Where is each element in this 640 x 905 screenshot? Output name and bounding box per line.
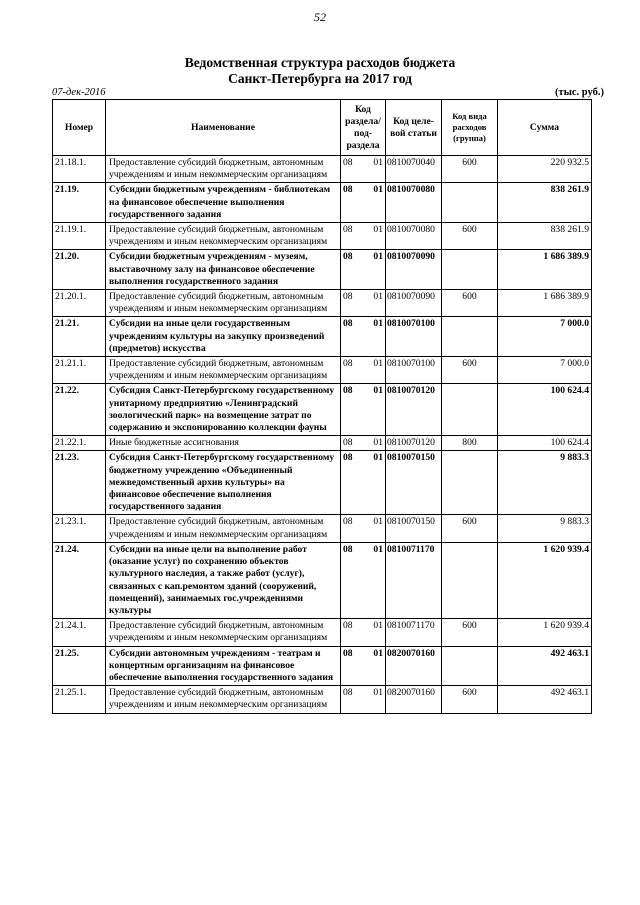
row-sum: 7 000.0 — [498, 317, 592, 357]
row-target-code: 0810070080 — [386, 223, 442, 250]
row-sum: 220 932.5 — [498, 156, 592, 183]
table-row — [53, 646, 592, 686]
row-target-code: 0810070120 — [386, 436, 442, 451]
row-sum: 100 624.4 — [498, 384, 592, 436]
row-number: 21.21.1. — [53, 357, 106, 384]
row-sum: 9 883.3 — [498, 515, 592, 542]
row-target-code: 0810070090 — [386, 250, 442, 290]
row-sum: 1 686 389.9 — [498, 290, 592, 317]
row-name: Субсидия Санкт-Петербургскому государственному бюджетному учреждению «Объединенный межведомственный архив культуры» на финансовое обеспечение выполнения государственного задания — [106, 451, 341, 515]
row-name: Предоставление субсидий бюджетным, автономным учреждениям и иным некоммерческим организациям — [106, 357, 341, 384]
row-name: Субсидия Санкт-Петербургскому государственному унитарному предприятию «Ленинградский зоологический парк» на возмещение затрат по содержанию и экспонированию коллекции фауны — [106, 384, 341, 436]
row-subsection-code: 01 — [373, 251, 383, 263]
table-row — [53, 686, 592, 713]
table-row — [53, 436, 592, 451]
row-number: 21.24.1. — [53, 619, 106, 646]
page-number: 52 — [314, 10, 326, 24]
row-sum: 9 883.3 — [498, 451, 592, 515]
row-expense-kind: 600 — [442, 357, 498, 384]
row-section — [341, 223, 386, 250]
row-subsection-code: 01 — [373, 291, 383, 303]
table-row — [53, 183, 592, 223]
row-target-code: 0810070040 — [386, 156, 442, 183]
row-expense-kind — [442, 183, 498, 223]
row-name: Иные бюджетные ассигнования — [106, 436, 341, 451]
row-sum: 838 261.9 — [498, 223, 592, 250]
row-subsection-code: 01 — [373, 157, 383, 168]
table-row — [53, 384, 592, 436]
row-section — [341, 436, 386, 451]
row-subsection-code: 01 — [373, 620, 383, 632]
row-expense-kind: 600 — [442, 515, 498, 542]
title-line-1: Ведомственная структура расходов бюджета — [184, 55, 456, 70]
row-number: 21.23.1. — [53, 515, 106, 542]
row-expense-kind — [442, 451, 498, 515]
row-section-code: 08 — [343, 318, 353, 330]
row-section — [341, 542, 386, 618]
row-name: Предоставление субсидий бюджетным, автономным учреждениям и иным некоммерческим организациям — [106, 223, 341, 250]
row-section-code: 08 — [343, 157, 353, 168]
row-target-code: 0810070080 — [386, 183, 442, 223]
document-title — [0, 55, 640, 87]
row-number: 21.22.1. — [53, 436, 106, 451]
row-expense-kind — [442, 542, 498, 618]
row-section — [341, 357, 386, 384]
row-name: Предоставление субсидий бюджетным, автономным учреждениям и иным некоммерческим организациям — [106, 156, 341, 183]
row-section-code: 08 — [343, 543, 353, 555]
header-sum: Сумма — [498, 100, 592, 156]
row-section-code: 08 — [343, 224, 353, 236]
row-expense-kind: 800 — [442, 436, 498, 451]
row-sum: 1 620 939.4 — [498, 542, 592, 618]
row-target-code: 0810071170 — [386, 542, 442, 618]
header-kind: Код вида расходов (группа) — [442, 100, 498, 156]
row-sum: 7 000.0 — [498, 357, 592, 384]
row-expense-kind: 600 — [442, 156, 498, 183]
row-section — [341, 317, 386, 357]
row-subsection-code: 01 — [373, 224, 383, 236]
row-subsection-code: 01 — [373, 516, 383, 528]
units-label: (тыс. руб.) — [555, 87, 604, 98]
row-number: 21.20. — [53, 250, 106, 290]
title-line-2: Санкт-Петербурга на 2017 год — [228, 71, 412, 86]
row-section — [341, 183, 386, 223]
row-number: 21.25.1. — [53, 686, 106, 713]
row-number: 21.22. — [53, 384, 106, 436]
row-name: Субсидии автономным учреждениям - театрам и концертным организациям на финансовое обеспечение выполнения государственного задания — [106, 646, 341, 686]
table-row — [53, 542, 592, 618]
row-section — [341, 619, 386, 646]
row-sum: 1 686 389.9 — [498, 250, 592, 290]
table-row — [53, 290, 592, 317]
row-name: Субсидии бюджетным учреждениям - музеям, выставочному залу на финансовое обеспечение выполнения государственного задания — [106, 250, 341, 290]
row-target-code: 0810071170 — [386, 619, 442, 646]
row-name: Субсидии бюджетным учреждениям - библиотекам на финансовое обеспечение выполнения государственного задания — [106, 183, 341, 223]
row-section — [341, 156, 386, 183]
row-target-code: 0820070160 — [386, 646, 442, 686]
row-section-code: 08 — [343, 452, 353, 464]
row-section — [341, 451, 386, 515]
row-target-code: 0810070090 — [386, 290, 442, 317]
row-subsection-code: 01 — [373, 318, 383, 330]
row-section-code: 08 — [343, 687, 353, 699]
row-name: Субсидии на иные цели государственным учреждениям культуры на закупку произведений (предметов) искусства — [106, 317, 341, 357]
row-number: 21.21. — [53, 317, 106, 357]
row-sum: 492 463.1 — [498, 646, 592, 686]
row-section-code: 08 — [343, 184, 353, 196]
row-expense-kind: 600 — [442, 686, 498, 713]
row-sum: 838 261.9 — [498, 183, 592, 223]
row-section-code: 08 — [343, 437, 353, 449]
row-subsection-code: 01 — [373, 647, 383, 659]
row-number: 21.19.1. — [53, 223, 106, 250]
row-expense-kind: 600 — [442, 223, 498, 250]
row-section-code: 08 — [343, 647, 353, 659]
row-target-code: 0810070150 — [386, 515, 442, 542]
row-subsection-code: 01 — [373, 687, 383, 699]
row-sum: 100 624.4 — [498, 436, 592, 451]
table-header-row — [53, 100, 592, 156]
row-subsection-code: 01 — [373, 184, 383, 196]
row-number: 21.23. — [53, 451, 106, 515]
row-name: Предоставление субсидий бюджетным, автономным учреждениям и иным некоммерческим организациям — [106, 515, 341, 542]
row-target-code: 0820070160 — [386, 686, 442, 713]
table-row — [53, 357, 592, 384]
header-name: Наименование — [106, 100, 341, 156]
document-date: 07-дек-2016 — [52, 87, 106, 98]
row-number: 21.18.1. — [53, 156, 106, 183]
table-row — [53, 451, 592, 515]
table-row — [53, 317, 592, 357]
row-section-code: 08 — [343, 385, 353, 397]
row-section — [341, 290, 386, 317]
budget-table — [52, 99, 592, 714]
row-subsection-code: 01 — [373, 385, 383, 397]
row-expense-kind — [442, 384, 498, 436]
row-name: Предоставление субсидий бюджетным, автономным учреждениям и иным некоммерческим организациям — [106, 290, 341, 317]
row-sum: 492 463.1 — [498, 686, 592, 713]
row-section-code: 08 — [343, 516, 353, 528]
row-section-code: 08 — [343, 620, 353, 632]
row-number: 21.25. — [53, 646, 106, 686]
row-section-code: 08 — [343, 358, 353, 370]
row-target-code: 0810070100 — [386, 317, 442, 357]
row-number: 21.19. — [53, 183, 106, 223]
row-subsection-code: 01 — [373, 543, 383, 555]
row-number: 21.24. — [53, 542, 106, 618]
row-target-code: 0810070100 — [386, 357, 442, 384]
row-target-code: 0810070120 — [386, 384, 442, 436]
row-section — [341, 686, 386, 713]
row-expense-kind — [442, 250, 498, 290]
row-name: Субсидии на иные цели на выполнение работ (оказание услуг) по сохранению объектов культурного наследия, а также работ (услуг), связанных с кап.ремонтом зданий (сооружений, помещений), занимаемых гос.учреждениями культуры — [106, 542, 341, 618]
table-row — [53, 515, 592, 542]
row-section — [341, 515, 386, 542]
row-sum: 1 620 939.4 — [498, 619, 592, 646]
row-expense-kind — [442, 317, 498, 357]
row-subsection-code: 01 — [373, 437, 383, 449]
table-row — [53, 250, 592, 290]
row-expense-kind: 600 — [442, 290, 498, 317]
header-section: Код раздела/ под-раздела — [341, 100, 386, 156]
row-name: Предоставление субсидий бюджетным, автономным учреждениям и иным некоммерческим организациям — [106, 619, 341, 646]
row-target-code: 0810070150 — [386, 451, 442, 515]
header-target: Код целе-вой статьи — [386, 100, 442, 156]
row-expense-kind — [442, 646, 498, 686]
row-section-code: 08 — [343, 251, 353, 263]
row-subsection-code: 01 — [373, 358, 383, 370]
row-section-code: 08 — [343, 291, 353, 303]
header-number: Номер — [53, 100, 106, 156]
row-section — [341, 384, 386, 436]
row-expense-kind: 600 — [442, 619, 498, 646]
table-row — [53, 619, 592, 646]
table-row — [53, 156, 592, 183]
row-section — [341, 646, 386, 686]
row-section — [341, 250, 386, 290]
row-number: 21.20.1. — [53, 290, 106, 317]
row-subsection-code: 01 — [373, 452, 383, 464]
row-name: Предоставление субсидий бюджетным, автономным учреждениям и иным некоммерческим организациям — [106, 686, 341, 713]
table-row — [53, 223, 592, 250]
